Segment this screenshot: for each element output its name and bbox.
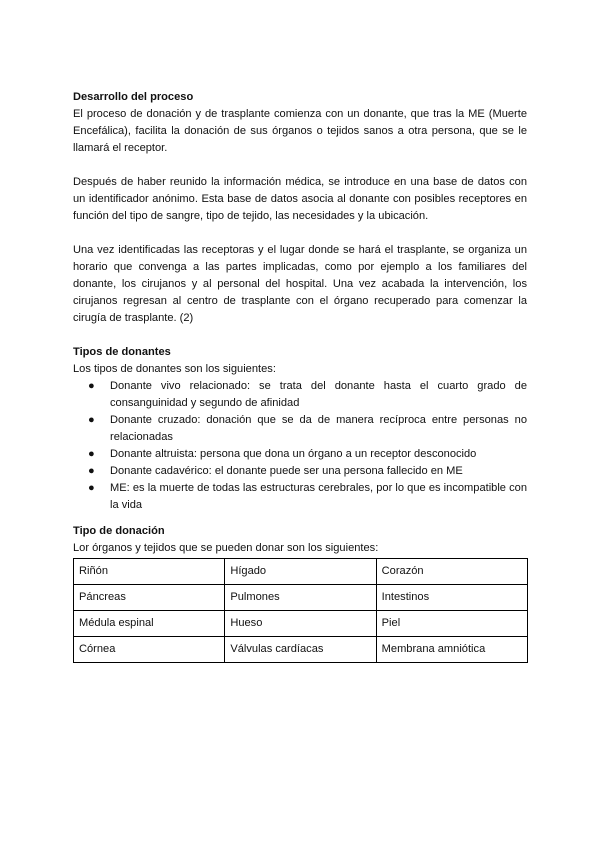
- table-cell: Corazón: [376, 559, 527, 585]
- table-cell: Médula espinal: [74, 611, 225, 637]
- bullet-icon: ●: [88, 465, 95, 477]
- table-row: [74, 559, 528, 585]
- list-item: [73, 378, 527, 412]
- table-row: [74, 585, 528, 611]
- list-item: [73, 446, 527, 463]
- bullet-icon: ●: [88, 448, 95, 460]
- table-cell: Córnea: [74, 637, 225, 663]
- paragraph: Después de haber reunido la información médica, se introduce en una base de datos con un identificador anónimo. Esta base de datos asocia al donante con posibles receptores en función del tipo de sangre, tipo de tejido, las necesidades y la ubicación.: [73, 176, 527, 222]
- list-item: [73, 412, 527, 446]
- list-item-text: Donante altruista: persona que dona un órgano a un receptor desconocido: [110, 448, 477, 460]
- section-heading-tipo-donacion: Tipo de donación: [73, 525, 165, 537]
- table-cell: Intestinos: [376, 585, 527, 611]
- table-cell: Hígado: [225, 559, 376, 585]
- donor-types-list: [73, 378, 527, 514]
- list-item-text: Donante cadavérico: el donante puede ser una persona fallecido en ME: [110, 465, 463, 477]
- table-cell: Piel: [376, 611, 527, 637]
- document-page: [73, 89, 527, 663]
- section-heading-desarrollo: Desarrollo del proceso: [73, 91, 194, 103]
- list-item: [73, 480, 527, 514]
- list-item-text: ME: es la muerte de todas las estructuras cerebrales, por lo que es incompatible con la vida: [110, 482, 527, 511]
- table-intro: Lor órganos y tejidos que se pueden donar son los siguientes:: [73, 542, 379, 554]
- table-row: [74, 611, 528, 637]
- table-cell: Hueso: [225, 611, 376, 637]
- table-cell: Membrana amniótica: [376, 637, 527, 663]
- section-heading-tipos-donantes: Tipos de donantes: [73, 346, 171, 358]
- table-cell: Páncreas: [74, 585, 225, 611]
- table-cell: Pulmones: [225, 585, 376, 611]
- paragraph: Una vez identificadas las receptoras y el lugar donde se hará el trasplante, se organiza un horario que convenga a las partes implicadas, como por ejemplo a los familiares del donante, los cirujanos y al personal del hospital. Una vez acabada la intervención, los cirujanos regresan al centro de trasplante con el órgano recuperado para comenzar la cirugía de trasplante. (2): [73, 244, 527, 324]
- list-item-text: Donante cruzado: donación que se da de manera recíproca entre personas no relacionadas: [110, 414, 527, 443]
- bullet-icon: ●: [88, 482, 95, 494]
- table-cell: Riñón: [74, 559, 225, 585]
- paragraph: El proceso de donación y de trasplante comienza con un donante, que tras la ME (Muerte Encefálica), facilita la donación de sus órganos o tejidos sanos a otra persona, que se le llamará el receptor.: [73, 108, 527, 154]
- bullet-icon: ●: [88, 380, 95, 392]
- table-cell: Válvulas cardíacas: [225, 637, 376, 663]
- list-item: [73, 463, 527, 480]
- organs-table: [73, 558, 528, 663]
- table-row: [74, 637, 528, 663]
- list-intro: Los tipos de donantes son los siguientes:: [73, 363, 276, 375]
- list-item-text: Donante vivo relacionado: se trata del donante hasta el cuarto grado de consanguinidad y segundo de afinidad: [110, 380, 527, 409]
- bullet-icon: ●: [88, 414, 95, 426]
